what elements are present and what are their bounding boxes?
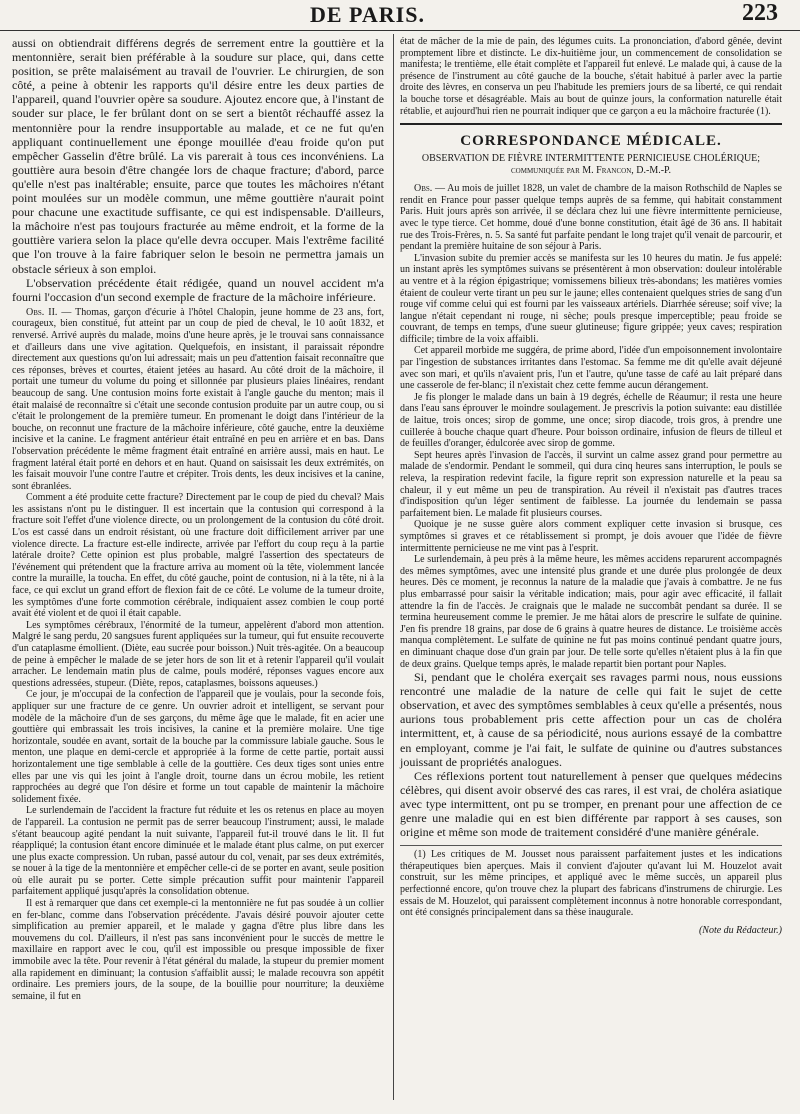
observation-2-text: — Thomas, garçon d'écurie à l'hôtel Chalopin, jeune homme de 23 ans, fort, courageux, bien constitué, fut atteint par un coup de pied de cheval, le 10 août 1832, et renversé. Arrivé auprès du malade, moins d'une heure après, je le trouvai sans connaissance et d'ailleurs dans une vive agitation. Quelquefois, en insistant, il paraissait répondre directement aux questions qu'on lui adressait; mais un peu d'attention faisait reconnaître que ces réponses, brèves et courtes, étaient jetées au hasard. Au côté droit de la mâchoire, il portait une tumeur du volume du poing et sillonnée par plusieurs plaies linéaires, rendant beaucoup de sang. Une contusion moins forte existait à l'angle gauche du menton; mais il était malaisé de reconnaître si c'était une seconde contusion produite par un autre coup, ou si c'était le prolongement de la première tumeur. En promenant le doigt dans l'intérieur de la bouche, on reconnut une fracture de la mâchoire inférieure, côté gauche, entre la deuxième incisive et la canine. Le fragment antérieur était entraîné en peu en arrière et en bas. Dans l'observation précédente le même fragment était entraîné en arrière aussi, mais en haut. Le fragment latéral était porté en dehors et en haut. Quand on saisissait les deux extrémités, on les faisait mouvoir l'une contre l'autre et crépiter. Trois dents, les deux incisives et la canine, sont ébranlées. xyxy=(12,306,384,492)
left-paragraph-4: Comment a été produite cette fracture? Directement par le coup de pied du cheval? Mais les assistans n'ont pu le distinguer. Il est incertain que la contusion qui correspond à la fracture soit l'effet d'une violence directe, ou un prolongement de la contusion du côté droit. L'os est cassé dans un endroit résistant, où une fracture doit difficilement arriver par une violence directe. La fracture est-elle indirecte, arrivée par l'effort du coup reçu à la partie latérale droite? Cette opinion est plus probable, malgré l'assertion des spectateurs de l'événement qui prétendent que la fracture arriva au moment où la tête, violemment lancée contre la muraille, la toucha. En effet, du côté gauche, point de contusion, ni à la tête, ni à la face, ce qui exclut un grand effort de flexion fait de ce côté. Le volume de la tumeur droite, les symptômes d'une forte commotion cérébrale, indiquaient assez combien le coup porté avait été violent et de quoi il était capable. xyxy=(12,492,384,620)
footnote: (1) Les critiques de M. Jousset nous paraissent parfaitement justes et les indications thérapeutiques bien aperçues. Mais il convient d'ajouter qu'avant lui M. Houzelot avait construit, sur les même principes, et appliqué avec le même succès, un appareil plus perfectionné encore, qu'on trouve chez la plupart des fabricans d'instrumens de chirurgie. Les essais de M. Houzelot, qui paraissent complètement inconnus à notre honorable correspondant, ont été consignés principalement dans sa thèse inaugurale. xyxy=(400,849,782,919)
right-paragraph-6: Sept heures après l'invasion de l'accès, il survint un calme assez grand pour permettre au malade de s'endormir. Pendant le sommeil, qui dura cinq heures sans interruption, le pouls se releva, la respiration redevint facile, la figure reprit son expression naturelle et la peau sa chaleur, il y eut même un peu de transpiration. Au réveil il n'existait pas d'autres traces d'indisposition qu'un léger sentiment de faiblesse. La journée du lendemain se passa parfaitement bien. Le malade fit plusieurs courses. xyxy=(400,449,782,519)
right-paragraph-4: Cet appareil morbide me suggéra, de prime abord, l'idée d'un empoisonnement involontaire par l'ingestion de substances irritantes dans l'estomac. Sa femme me dit qu'elle avait déjeuné avec son mari, et qu'ils n'avaient pris, l'un et l'autre, qu'une tasse de café au lait préparé dans une casserole de fer-blanc; il n'existait chez cette femme aucun dérangement. xyxy=(400,345,782,392)
left-paragraph-8: Il est à remarquer que dans cet exemple-ci la mentonnière ne fut pas soudée à un collier en fer-blanc, comme dans l'observation précédente. J'avais désiré pouvoir ajouter cette simplification au premier appareil, et le malade y gagna d'être plus libre dans les mouvemens du col. D'ailleurs, il n'est pas sans inconvénient pour le succès de mettre le maxillaire en rapport avec le cou, qu'il est impossible ou presque impossible de fixer immobile avec la tête. Pour revenir à l'état général du malade, la stupeur du premier moment alla rapidement en diminuant; la contusion s'affaiblit aussi; le malade recouvra son appétit ordinaire. Les premiers jours, de la soupe, de la bouillie pour nourriture; la deuxième semaine, il fut en xyxy=(12,898,384,1002)
footnote-separator xyxy=(400,845,782,846)
left-paragraph-2: L'observation précédente était rédigée, quand un nouvel accident m'a fourni l'occasion d'un second exemple de fracture de la mâchoire inférieure. xyxy=(12,275,384,304)
editor-signoff: (Note du Rédacteur.) xyxy=(698,924,782,936)
left-paragraph-6: Ce jour, je m'occupai de la confection de l'appareil que je voulais, pour la seconde fois, appliquer sur une fracture de ce genre. Un ouvrier adroit et intelligent, se servant pour modèle de la mâchoire d'un de ses garçons, du même âge que le malade, fit en acier une gouttière qui embrassait les trois incisives, la canine et la première molaire. Une tige horizontale, soudée en avant, sortait de la bouche par la commissure labiale gauche. Sous le menton, une plaque en demi-cercle et appropriée à la forme de cette partie, portait aussi horizontalement une tige semblable à celle de la gouttière. Ces deux tiges sont unies entre elles par une vis qui les joint à l'angle droit, tourne dans un écrou mobile, les retient rapprochées au degré que l'on désire et forme un tout capable de maintenir la mâchoire solidement fixée. xyxy=(12,689,384,805)
column-divider xyxy=(393,34,394,1100)
right-paragraph-5: Je fis plonger le malade dans un bain à 19 degrés, échelle de Réaumur; il resta une heure dans l'eau sans éprouver le moindre soulagement. Je prescrivis la potion suivante: eau distillée de laitue, trois onces; sirop de gomme, une once; sirop diacode, trois gros, à prendre une cuillerée à bouche chaque quart d'heure. Pour boisson ordinaire, infusion de fleurs de tilleul et de feuilles d'oranger, édulcorée avec sirop de gomme. xyxy=(400,391,782,450)
right-paragraph-1: état de mâcher de la mie de pain, des légumes cuits. La prononciation, d'abord gênée, devint promptement libre et distincte. Le dix-huitième jour, un commencement de consolidation se manifesta; le trentième, elle était complète et l'appareil fut enlevé. Le malade qui, à cause de la présence de l'instrument au côté gauche de la bouche, s'était habitué à parler avec la partie droite des lèvres, en conserva un peu l'habitude les premiers jours de sa liberté, ce qui rendait la bouche torse et désagréable. Mais au bout de quinze jours, la conformation naturelle était rétablie, et aujourd'hui rien ne pourrait indiquer que ce garçon a eu la mâchoire fracturée (1). xyxy=(400,36,782,117)
left-column xyxy=(12,36,384,1002)
left-paragraph-7: Le surlendemain de l'accident la fracture fut réduite et les os retenus en place au moyen de l'appareil. La contusion ne permit pas de serrer beaucoup l'instrument; aussi, le malade s'étant beaucoup agité pendant la nuit suivante, l'appareil fut-il trouvé dans le lit. Il fut réappliqué; la contusion étant encore diminuée et le malade étant plus calme, on put exercer une plus exacte compression. Un ruban, passé autour du col, venait, par ses deux extrémités, se nouer à la tige de la mentonnière et empêcher celle-ci de se porter en avant, seule position où elle aurait pu se porter. Cette simple précaution suffit pour maintenir l'appareil parfaitement appliqué jusqu'après la consolidation obtenue. xyxy=(12,805,384,898)
page-header xyxy=(0,0,800,31)
right-paragraph-7: Quoique je ne susse guère alors comment expliquer cette invasion si brusque, ces symptômes si graves et ce rétablissement si prompt, je dois avouer que l'idée de fièvre intermittente pernicieuse ne me vint pas à l'esprit. xyxy=(400,519,782,554)
right-paragraph-10: Ces réflexions portent tout naturellement à penser que quelques médecins célèbres, qui disent avoir observé des cas rares, il est vrai, de choléra asiatique avec type intermittent, ont pu se tromper, en prenant pour une affection de ce genre une maladie qui en est bien différente par rapport à ses causes, son origine et même son mode de traitement considéré d'une manière générale. xyxy=(400,768,782,840)
observation-2 xyxy=(12,307,384,493)
right-column xyxy=(400,36,782,936)
left-paragraph-1: aussi on obtiendrait différens degrés de serrement entre la gouttière et la mentonnière, serait bien préférable à la soudure sur place, qui, dans cette position, se prête malaisément au travail de l'ouvrier. Le chirurgien, de son côté, a peine à obtenir les rapports qu'il désire entre les deux parties de l'appareil, quand l'ouvrier opère sa soudure. Ajoutez encore que, à l'instant de souder sur place, le fer brûlant dont on se sert a bientôt réchauffé assez la mentonnière pour la rendre insupportable au malade, et ce ne fut qu'en appliquant continuellement une éponge mouillée d'eau froide qu'on put empêcher Gasselin d'être brûlé. La vis parerait à tous ces inconvéniens. La gouttière aura besoin d'être changée lors de chaque fracture; d'abord, parce qu'elle n'est pas inaltérable; ensuite, parce que toutes les mâchoires n'étant point moulées sur un modèle commun, une même gouttière n'aurait point pour chacune une exactitude suffisante, ce qui est indispensable. D'ailleurs, la mâchoire n'est pas toujours fracturée au même endroit, et la forme de la gouttière variera selon la place qu'elle devra occuper. Mais l'extrême facilité que l'on trouve à la faire fabriquer selon le besoin ne permettra jamais un obstacle sérieux à son emploi. xyxy=(12,36,384,276)
right-paragraph-3: L'invasion subite du premier accès se manifesta sur les 10 heures du matin. Je fus appelé: un instant après les symptômes suivans se présentèrent à mon observation: douleur intolérable au ventre et à la région épigastrique; vomissemens bilieux très-abondans; les matières vomies étaient de couleur verte tirant un peu sur le jaune; elles contenaient quelques stries de sang d'un rouge vif comme celui qui est fourni par les vaisseaux artériels. Diarrhée séreuse; soif vive; la langue n'était cependant ni rouge, ni sèche; pouls presque imperceptible; peau froide se couvrant, de temps en temps, d'une sueur glutineuse; figure grippée; yeux caves; respiration difficile; timbre de la voix affaibli. xyxy=(400,252,782,345)
left-paragraph-5: Les symptômes cérébraux, l'énormité de la tumeur, appelèrent d'abord mon attention. Malgré le sang perdu, 20 sangsues furent appliquées sur la tumeur, qui fut ensuite recouverte d'un cataplasme émollient. (Diète, eau sucrée pour boisson.) Nuit très-agitée. On a beaucoup de peine à empêcher le malade de se jeter hors de son lit et à retenir l'appareil qu'il voulait arracher. Le lendemain matin plus de calme, pouls modéré, réponses vagues encore aux questions adressées, stupeur. (Diète, repos, cataplasmes, boissons aqueuses.) xyxy=(12,619,384,689)
section-title: CORRESPONDANCE MÉDICALE. xyxy=(400,123,782,150)
running-title: DE PARIS. xyxy=(310,2,425,27)
observation-francon xyxy=(400,183,782,253)
page-number: 223 xyxy=(742,0,778,26)
observation-label: Obs. xyxy=(414,183,433,195)
right-paragraph-8: Le surlendemain, à peu près à la même heure, les mêmes accidens reparurent accompagnés des mêmes symptômes, avec une intensité plus grande et une durée plus prolongée de deux heures. Dès ce moment, je reconnus la nature de la maladie que j'avais à combattre. Je ne fus plus embarrassé pour saisir la véritable indication; mais, pour agir avec efficacité, il fallait attendre la fin de l'accès. Je craignais que le malade ne succombât pendant sa durée. Il se termina heureusement comme le premier. Je me hâtai alors de prescrire le sulfate de quinine. J'en fis prendre 18 grains, par dose de 6 grains à quatre heures de distance. Le troisième accès manqua complètement. Le sulfate de quinine ne fut pas moins continué pendant quatre jours, en diminuant chaque dose d'un grain par jour. De telle sorte qu'elles n'étaient plus à la fin que de deux grains. Quelque temps après, le malade repartit bien portant pour Naples. xyxy=(400,554,782,670)
section-subtitle: OBSERVATION DE FIÈVRE INTERMITTENTE PERNICIEUSE CHOLÉRIQUE; communiquée par M. Francon, D.-M.-P. xyxy=(421,153,761,177)
right-paragraph-9: Si, pendant que le choléra exerçait ses ravages parmi nous, nous eussions rencontré une maladie de la nature de celle qui fait le sujet de cette observation, et avec des symptômes semblables à ceux qu'elle a présentés, nous aurions tous probablement pris cette affection pour un cas de choléra intermittent, et, à cause de sa périodicité, nous aurions essayé de la combattre en employant, comme je l'ai fait, le sulfate de quinine ou d'autres substances jouissant de propriétés analogues. xyxy=(400,670,782,769)
observation-2-label: Obs. II. xyxy=(26,306,58,318)
observation-text: — Au mois de juillet 1828, un valet de chambre de la maison Rothschild de Naples se rendit en France pour passer quelque temps auprès de sa femme, qui habitait constamment Paris. Huit jours après son arrivée, il se déclara chez lui une fièvre intermittente pernicieuse, avec le type tierce. Cet homme, doué d'une bonne constitution, était âgé de 36 ans. Il habitait rue des Trois-Frères, n. 5. Sa santé fut parfaite pendant le long trajet qu'il venait de parcourir, et pendant la première huitaine de son séjour à Paris. xyxy=(400,183,782,253)
